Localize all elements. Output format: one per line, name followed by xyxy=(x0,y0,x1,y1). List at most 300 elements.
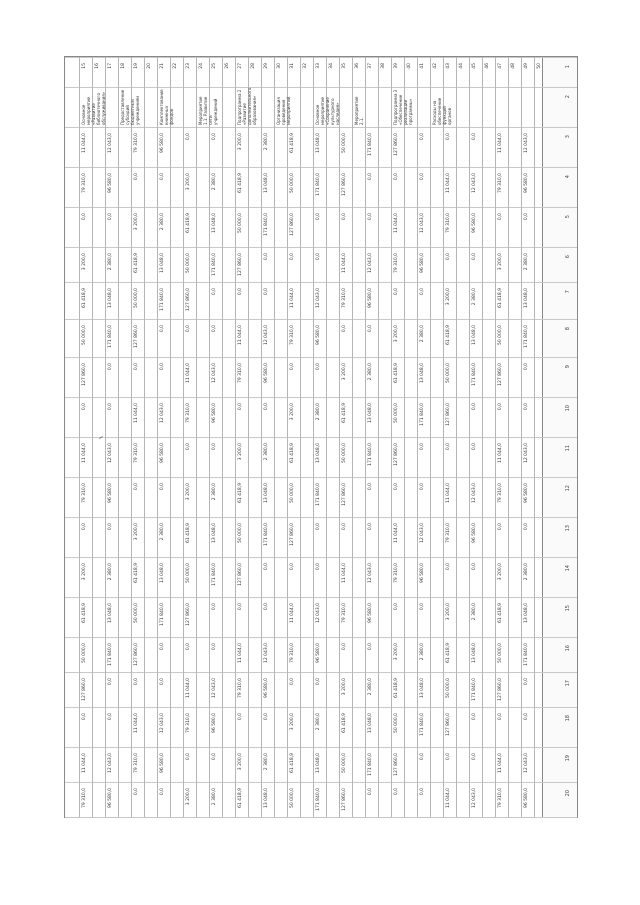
table-cell-value: 96 580,0 xyxy=(264,678,269,699)
table-cell-value: 3 200,0 xyxy=(290,403,295,421)
table-cell-value: 3 200,0 xyxy=(290,713,295,731)
row-number: 15 xyxy=(82,63,87,69)
row-number: 34 xyxy=(329,63,334,69)
table-cell-value: 0,0 xyxy=(420,483,425,491)
table-column-divider xyxy=(65,817,577,818)
table-cell-value: 127 860,0 xyxy=(290,213,295,236)
row-number: 29 xyxy=(264,63,269,69)
table-cell-value: 61 418,9 xyxy=(498,603,503,624)
row-number: 26 xyxy=(225,63,230,69)
table-cell-value: 0,0 xyxy=(160,788,165,796)
table-cell-value: 79 310,0 xyxy=(82,788,87,809)
row-number: 23 xyxy=(186,63,191,69)
table-cell-value: 12 043,0 xyxy=(316,603,321,624)
table-cell-value: 0,0 xyxy=(368,173,373,181)
row-number: 22 xyxy=(173,63,178,69)
row-number: 24 xyxy=(199,63,204,69)
table-cell-value: 0,0 xyxy=(498,523,503,531)
table-column-divider xyxy=(65,127,577,128)
table-cell-value: 0,0 xyxy=(394,788,399,796)
table-cell-value: 11 044,0 xyxy=(82,753,87,774)
table-cell-value: 12 043,0 xyxy=(420,523,425,544)
column-number: 2 xyxy=(565,95,571,99)
table-cell-value: 171 840,0 xyxy=(212,253,217,276)
table-cell-value: 12 043,0 xyxy=(524,133,529,154)
row-number: 42 xyxy=(433,63,438,69)
table-cell-value: 13 048,0 xyxy=(108,288,113,309)
table-cell-value: 127 860,0 xyxy=(498,363,503,386)
table-cell-value: 2 380,0 xyxy=(472,288,477,306)
row-number: 35 xyxy=(342,63,347,69)
table-cell-value: 0,0 xyxy=(238,403,243,411)
table-cell-value: 0,0 xyxy=(498,403,503,411)
table-cell-value: 50 000,0 xyxy=(186,563,191,584)
column-number: 12 xyxy=(565,485,571,492)
table-cell-value: 0,0 xyxy=(238,288,243,296)
table-cell-value: 0,0 xyxy=(420,753,425,761)
column-number: 11 xyxy=(565,445,571,452)
table-cell-value: 11 044,0 xyxy=(498,753,503,774)
column-number: 1 xyxy=(565,65,571,69)
table-cell-value: 0,0 xyxy=(368,483,373,491)
table-row-divider xyxy=(313,57,314,817)
row-name: Подпрограмма 3 «Обеспечение реализации программы» xyxy=(393,89,413,125)
table-cell-value: 171 840,0 xyxy=(108,325,113,348)
column-number: 3 xyxy=(565,135,571,139)
table-cell-value: 2 380,0 xyxy=(524,253,529,271)
table-cell-value: 0,0 xyxy=(316,563,321,571)
table-cell-value: 11 044,0 xyxy=(446,483,451,504)
column-number: 6 xyxy=(565,255,571,259)
table-cell-value: 2 380,0 xyxy=(420,643,425,661)
table-cell-value: 12 043,0 xyxy=(472,788,477,809)
table-cell-value: 0,0 xyxy=(342,213,347,221)
table-cell-value: 61 418,9 xyxy=(134,253,139,274)
table-cell-value: 50 000,0 xyxy=(82,643,87,664)
table-cell-value: 171 840,0 xyxy=(264,523,269,546)
table-cell-value: 0,0 xyxy=(420,173,425,181)
table-cell-value: 96 580,0 xyxy=(368,288,373,309)
table-cell-value: 50 000,0 xyxy=(342,753,347,774)
table-cell-value: 61 418,9 xyxy=(238,483,243,504)
table-cell-value: 0,0 xyxy=(264,603,269,611)
table-column-divider xyxy=(65,87,577,88)
table-cell-value: 79 310,0 xyxy=(498,173,503,194)
table-cell-value: 171 840,0 xyxy=(316,788,321,811)
table-cell-value: 50 000,0 xyxy=(394,403,399,424)
table-cell-value: 79 310,0 xyxy=(290,643,295,664)
table-cell-value: 11 044,0 xyxy=(82,443,87,464)
table-cell-value: 50 000,0 xyxy=(498,325,503,346)
table-cell-value: 127 860,0 xyxy=(238,563,243,586)
row-name: Основное мероприятие «Сохранение культурного наследия» xyxy=(315,96,340,125)
table-row-divider xyxy=(508,57,509,817)
table-cell-value: 50 000,0 xyxy=(186,253,191,274)
row-number: 33 xyxy=(316,63,321,69)
table-cell-value: 12 043,0 xyxy=(524,443,529,464)
table-cell-value: 13 048,0 xyxy=(524,603,529,624)
table-cell-value: 61 418,9 xyxy=(82,288,87,309)
table-cell-value: 12 043,0 xyxy=(108,753,113,774)
table-cell-value: 61 418,9 xyxy=(394,363,399,384)
table-cell-value: 11 044,0 xyxy=(498,443,503,464)
table-cell-value: 13 048,0 xyxy=(316,753,321,774)
table-cell-value: 12 043,0 xyxy=(264,325,269,346)
table-cell-value: 96 580,0 xyxy=(160,133,165,154)
table-cell-value: 12 043,0 xyxy=(108,133,113,154)
table-cell-value: 13 048,0 xyxy=(472,325,477,346)
column-number: 5 xyxy=(565,215,571,219)
table-cell-value: 0,0 xyxy=(472,443,477,451)
table-cell-value: 12 043,0 xyxy=(420,213,425,234)
row-number: 46 xyxy=(485,63,490,69)
table-row-divider xyxy=(170,57,171,817)
table-cell-value: 3 200,0 xyxy=(82,563,87,581)
table-cell-value: 0,0 xyxy=(420,288,425,296)
table-row-divider xyxy=(274,57,275,817)
table-cell-value: 127 860,0 xyxy=(446,403,451,426)
row-number: 25 xyxy=(212,63,217,69)
table-cell-value: 79 310,0 xyxy=(186,403,191,424)
table-cell-value: 2 380,0 xyxy=(212,483,217,501)
table-cell-value: 12 043,0 xyxy=(160,713,165,734)
table-cell-value: 171 840,0 xyxy=(368,753,373,776)
row-number: 28 xyxy=(251,63,256,69)
table-cell-value: 2 380,0 xyxy=(264,443,269,461)
table-cell-value: 13 048,0 xyxy=(108,603,113,624)
table-cell-value: 79 310,0 xyxy=(342,288,347,309)
table-cell-value: 0,0 xyxy=(420,788,425,796)
table-cell-value: 0,0 xyxy=(446,443,451,451)
table-cell-value: 12 043,0 xyxy=(160,403,165,424)
table-cell-value: 50 000,0 xyxy=(134,288,139,309)
table-cell-value: 171 840,0 xyxy=(264,213,269,236)
column-number: 10 xyxy=(565,405,571,412)
table-cell-value: 0,0 xyxy=(108,523,113,531)
table-cell-value: 0,0 xyxy=(108,363,113,371)
table-cell-value: 96 580,0 xyxy=(472,213,477,234)
table-cell-value: 13 048,0 xyxy=(368,403,373,424)
table-column-divider xyxy=(65,782,577,783)
table-cell-value: 0,0 xyxy=(160,483,165,491)
table-cell-value: 0,0 xyxy=(134,678,139,686)
table-cell-value: 61 418,9 xyxy=(134,563,139,584)
table-cell-value: 12 043,0 xyxy=(472,483,477,504)
table-cell-value: 61 418,9 xyxy=(498,288,503,309)
table-cell-value: 12 043,0 xyxy=(212,363,217,384)
table-cell-value: 61 418,9 xyxy=(342,403,347,424)
row-number: 50 xyxy=(537,63,542,69)
table-cell-value: 61 418,9 xyxy=(82,603,87,624)
table-cell-value: 50 000,0 xyxy=(134,603,139,624)
table-cell-value: 96 580,0 xyxy=(316,325,321,346)
table-column-divider xyxy=(65,247,577,248)
table-cell-value: 171 840,0 xyxy=(368,443,373,466)
table-cell-value: 0,0 xyxy=(290,678,295,686)
table-cell-value: 3 200,0 xyxy=(238,133,243,151)
table-cell-value: 79 310,0 xyxy=(134,133,139,154)
table-cell-value: 96 580,0 xyxy=(316,643,321,664)
table-cell-value: 0,0 xyxy=(238,713,243,721)
row-number: 41 xyxy=(420,63,425,69)
row-name: Подпрограмма 2 «Развитие дополнительного образования» xyxy=(237,87,257,125)
table-cell-value: 2 380,0 xyxy=(264,133,269,151)
table-cell-value: 127 860,0 xyxy=(394,443,399,466)
table-cell-value: 13 048,0 xyxy=(524,288,529,309)
row-number: 16 xyxy=(95,63,100,69)
column-number: 4 xyxy=(565,175,571,179)
table-cell-value: 0,0 xyxy=(524,678,529,686)
table-cell-value: 96 580,0 xyxy=(108,173,113,194)
table-cell-value: 0,0 xyxy=(498,213,503,221)
table-row-divider xyxy=(261,57,262,817)
table-cell-value: 96 580,0 xyxy=(420,563,425,584)
table-cell-value: 0,0 xyxy=(134,173,139,181)
table-row-divider xyxy=(222,57,223,817)
table-cell-value: 13 048,0 xyxy=(212,523,217,544)
table-row-divider xyxy=(118,57,119,817)
table-cell-value: 50 000,0 xyxy=(290,788,295,809)
table-cell-value: 96 580,0 xyxy=(524,173,529,194)
table-cell-value: 0,0 xyxy=(472,753,477,761)
table-cell-value: 0,0 xyxy=(108,678,113,686)
table-cell-value: 2 380,0 xyxy=(264,753,269,771)
table-cell-value: 13 048,0 xyxy=(420,678,425,699)
table-cell-value: 13 048,0 xyxy=(264,483,269,504)
table-cell-value: 2 380,0 xyxy=(368,363,373,381)
table-row-divider xyxy=(352,57,353,817)
table-cell-value: 0,0 xyxy=(290,253,295,261)
document-page xyxy=(64,56,578,818)
table-cell-value: 127 860,0 xyxy=(394,133,399,156)
table-cell-value: 0,0 xyxy=(108,403,113,411)
table-cell-value: 0,0 xyxy=(160,363,165,371)
table-cell-value: 79 310,0 xyxy=(238,363,243,384)
table-cell-value: 79 310,0 xyxy=(446,213,451,234)
table-cell-value: 2 380,0 xyxy=(368,678,373,696)
table-cell-value: 0,0 xyxy=(212,133,217,141)
table-cell-value: 79 310,0 xyxy=(342,603,347,624)
table-row-divider xyxy=(183,57,184,817)
row-name: Мероприятие 1.1. Развитие сети учреждений xyxy=(198,96,218,125)
table-cell-value: 0,0 xyxy=(186,753,191,761)
table-cell-value: 12 043,0 xyxy=(108,443,113,464)
table-cell-value: 3 200,0 xyxy=(238,753,243,771)
table-cell-value: 3 200,0 xyxy=(186,173,191,191)
table-cell-value: 96 580,0 xyxy=(368,603,373,624)
table-row-divider xyxy=(157,57,158,817)
table-cell-value: 12 043,0 xyxy=(368,253,373,274)
row-number: 37 xyxy=(368,63,373,69)
table-cell-value: 0,0 xyxy=(108,213,113,221)
table-cell-value: 0,0 xyxy=(316,213,321,221)
table-cell-value: 61 418,9 xyxy=(342,713,347,734)
table-cell-value: 0,0 xyxy=(82,403,87,411)
column-number: 20 xyxy=(565,790,571,797)
row-name: Предоставление субсидий бюджетным учреждениям xyxy=(120,89,140,125)
table-cell-value: 171 840,0 xyxy=(212,563,217,586)
column-number: 8 xyxy=(565,327,571,331)
table-cell-value: 2 380,0 xyxy=(108,253,113,271)
table-cell-value: 96 580,0 xyxy=(108,483,113,504)
table-cell-value: 96 580,0 xyxy=(108,788,113,809)
table-cell-value: 0,0 xyxy=(342,643,347,651)
table-cell-value: 171 840,0 xyxy=(160,288,165,311)
row-number: 47 xyxy=(498,63,503,69)
row-number: 45 xyxy=(472,63,477,69)
row-number: 36 xyxy=(355,63,360,69)
table-column-divider xyxy=(65,707,577,708)
table-cell-value: 96 580,0 xyxy=(212,713,217,734)
table-cell-value: 96 580,0 xyxy=(524,483,529,504)
table-cell-value: 0,0 xyxy=(82,523,87,531)
table-cell-value: 0,0 xyxy=(238,603,243,611)
table-cell-value: 13 048,0 xyxy=(160,563,165,584)
table-row-divider xyxy=(248,57,249,817)
table-cell-value: 0,0 xyxy=(472,713,477,721)
table-cell-value: 3 200,0 xyxy=(498,253,503,271)
table-column-divider xyxy=(65,319,577,320)
table-cell-value: 79 310,0 xyxy=(290,325,295,346)
table-column-divider xyxy=(65,747,577,748)
row-name: Организация проведения мероприятий xyxy=(276,96,291,125)
table-cell-value: 12 043,0 xyxy=(524,753,529,774)
table-cell-value: 0,0 xyxy=(316,253,321,261)
table-column-divider xyxy=(65,437,577,438)
table-cell-value: 0,0 xyxy=(264,288,269,296)
row-name: Мероприятие 2.1. xyxy=(354,96,364,125)
table-column-divider xyxy=(65,282,577,283)
row-name: Расходы на обеспечение функций органов xyxy=(432,97,452,125)
table-cell-value: 79 310,0 xyxy=(394,253,399,274)
table-cell-value: 127 860,0 xyxy=(82,363,87,386)
table-cell-value: 127 860,0 xyxy=(446,713,451,736)
table-cell-value: 50 000,0 xyxy=(342,443,347,464)
table-cell-value: 96 580,0 xyxy=(524,788,529,809)
table-row-divider xyxy=(300,57,301,817)
table-cell-value: 13 048,0 xyxy=(160,253,165,274)
table-column-divider xyxy=(65,557,577,558)
row-number: 18 xyxy=(121,63,126,69)
table-cell-value: 127 860,0 xyxy=(238,253,243,276)
table-cell-value: 79 310,0 xyxy=(498,483,503,504)
table-cell-value: 13 048,0 xyxy=(368,713,373,734)
table-column-divider xyxy=(65,517,577,518)
table-cell-value: 13 048,0 xyxy=(316,133,321,154)
table-column-divider xyxy=(65,397,577,398)
row-number: 49 xyxy=(524,63,529,69)
table-cell-value: 171 840,0 xyxy=(316,173,321,196)
table-row-divider xyxy=(196,57,197,817)
table-cell-value: 13 048,0 xyxy=(472,643,477,664)
table-row-divider xyxy=(469,57,470,817)
table-cell-value: 0,0 xyxy=(472,403,477,411)
table-cell-value: 2 380,0 xyxy=(160,523,165,541)
table-cell-value: 0,0 xyxy=(446,563,451,571)
table-cell-value: 12 043,0 xyxy=(264,643,269,664)
table-cell-value: 0,0 xyxy=(108,713,113,721)
table-cell-value: 171 840,0 xyxy=(420,713,425,736)
table-row-divider xyxy=(443,57,444,817)
table-column-divider xyxy=(65,357,577,358)
table-cell-value: 11 044,0 xyxy=(186,363,191,384)
table-cell-value: 0,0 xyxy=(524,363,529,371)
table-cell-value: 79 310,0 xyxy=(82,173,87,194)
table-cell-value: 0,0 xyxy=(212,643,217,651)
table-cell-value: 96 580,0 xyxy=(212,403,217,424)
table-cell-value: 2 380,0 xyxy=(160,213,165,231)
table-cell-value: 2 380,0 xyxy=(108,563,113,581)
column-number: 7 xyxy=(565,290,571,294)
table-cell-value: 0,0 xyxy=(394,483,399,491)
column-number: 9 xyxy=(565,365,571,369)
table-cell-value: 13 048,0 xyxy=(264,173,269,194)
table-cell-value: 0,0 xyxy=(134,483,139,491)
table-cell-value: 127 860,0 xyxy=(394,753,399,776)
table-cell-value: 61 418,9 xyxy=(290,753,295,774)
table-cell-value: 0,0 xyxy=(82,213,87,221)
table-cell-value: 12 043,0 xyxy=(368,563,373,584)
table-cell-value: 0,0 xyxy=(264,403,269,411)
table-row-divider xyxy=(456,57,457,817)
table-cell-value: 50 000,0 xyxy=(290,173,295,194)
table-row-divider xyxy=(391,57,392,817)
row-number: 30 xyxy=(277,63,282,69)
table-cell-value: 12 043,0 xyxy=(212,678,217,699)
table-cell-value: 3 200,0 xyxy=(134,213,139,231)
table-cell-value: 3 200,0 xyxy=(498,563,503,581)
table-cell-value: 61 418,9 xyxy=(186,523,191,544)
column-number: 16 xyxy=(565,645,571,652)
table-cell-value: 0,0 xyxy=(186,643,191,651)
table-cell-value: 50 000,0 xyxy=(342,133,347,154)
table-cell-value: 0,0 xyxy=(368,523,373,531)
row-number: 17 xyxy=(108,63,113,69)
table-cell-value: 61 418,9 xyxy=(290,133,295,154)
table-cell-value: 127 860,0 xyxy=(134,643,139,666)
table-cell-value: 0,0 xyxy=(368,643,373,651)
table-cell-value: 50 000,0 xyxy=(238,523,243,544)
table-cell-value: 0,0 xyxy=(264,713,269,721)
table-cell-value: 171 840,0 xyxy=(524,325,529,348)
table-cell-value: 0,0 xyxy=(420,133,425,141)
table-column-divider xyxy=(65,167,577,168)
table-cell-value: 3 200,0 xyxy=(394,643,399,661)
table-cell-value: 171 840,0 xyxy=(420,403,425,426)
table-cell-value: 13 048,0 xyxy=(420,363,425,384)
table-cell-value: 127 860,0 xyxy=(134,325,139,348)
table-row-divider xyxy=(235,57,236,817)
table-cell-value: 11 044,0 xyxy=(238,325,243,346)
table-cell-value: 0,0 xyxy=(316,363,321,371)
table-cell-value: 0,0 xyxy=(342,523,347,531)
table-cell-value: 79 310,0 xyxy=(134,753,139,774)
table-cell-value: 79 310,0 xyxy=(82,483,87,504)
table-cell-value: 11 044,0 xyxy=(134,713,139,734)
table-cell-value: 13 048,0 xyxy=(212,213,217,234)
table-cell-value: 0,0 xyxy=(446,253,451,261)
table-cell-value: 50 000,0 xyxy=(394,713,399,734)
table-cell-value: 0,0 xyxy=(446,753,451,761)
table-cell-value: 0,0 xyxy=(186,325,191,333)
table-cell-value: 96 580,0 xyxy=(160,753,165,774)
table-cell-value: 61 418,9 xyxy=(238,788,243,809)
column-number: 17 xyxy=(565,680,571,687)
table-row-divider xyxy=(378,57,379,817)
table-cell-value: 0,0 xyxy=(212,443,217,451)
table-cell-value: 50 000,0 xyxy=(82,325,87,346)
table-cell-value: 171 840,0 xyxy=(368,133,373,156)
